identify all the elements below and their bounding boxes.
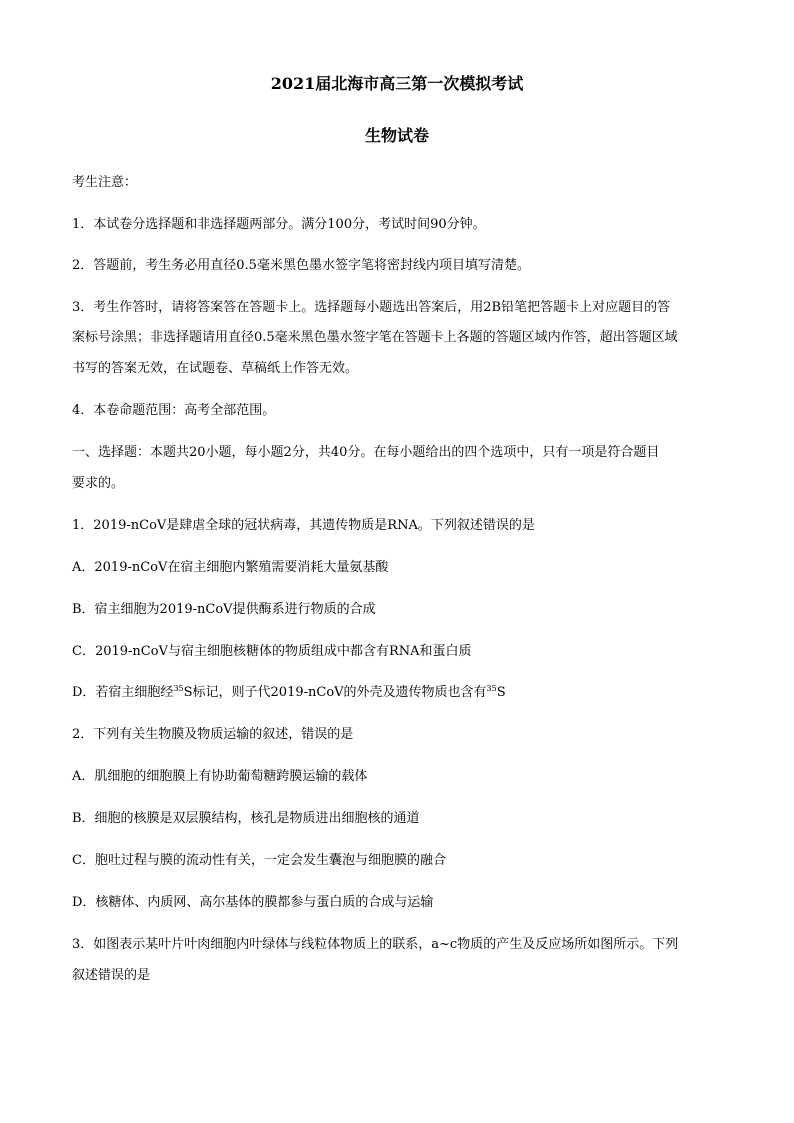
question-1-option-b: B．宿主细胞为2019-nCoV提供酶系进行物质的合成 — [72, 602, 376, 617]
question-2-option-b: B．细胞的核膜是双层膜结构，核孔是物质进出细胞核的通道 — [72, 811, 420, 826]
option-d-text-3: S — [496, 685, 506, 700]
notice-heading: 考生注意： — [72, 175, 138, 190]
question-1-option-c: C．2019-nCoV与宿主细胞核糖体的物质组成中都含有RNA和蛋白质 — [72, 644, 472, 659]
section-1-line-1: 一、选择题：本题共20小题，每小题2分，共40分。在每小题给出的四个选项中，只有一项是符合题目 — [72, 445, 660, 460]
option-d-text-2: S标记，则子代2019-nCoV的外壳及遗传物质也含有 — [183, 685, 487, 700]
option-d-text-1: D．若宿主细胞经 — [72, 685, 174, 700]
question-1-option-d — [72, 684, 732, 703]
section-1-line-2: 要求的。 — [72, 476, 125, 491]
question-2-option-d: D．核糖体、内质网、高尔基体的膜都参与蛋白质的合成与运输 — [72, 895, 434, 910]
notice-item-3-line-1: 3．考生作答时，请将答案答在答题卡上。选择题每小题选出答案后，用2B铅笔把答题卡上对应题目的答 — [72, 300, 671, 315]
question-2-option-c: C．胞吐过程与膜的流动性有关，一定会发生囊泡与细胞膜的融合 — [72, 853, 446, 868]
notice-item-2: 2．答题前，考生务必用直径0.5毫米黑色墨水签字笔将密封线内项目填写清楚。 — [72, 258, 530, 273]
notice-item-4: 4．本卷命题范围：高考全部范围。 — [72, 403, 276, 418]
notice-item-3-line-3: 书写的答案无效，在试题卷、草稿纸上作答无效。 — [72, 361, 359, 376]
question-2-option-a: A．肌细胞的细胞膜上有协助葡萄糖跨膜运输的载体 — [72, 769, 368, 784]
exam-title: 2021届北海市高三第一次模拟考试 — [270, 74, 524, 93]
isotope-superscript: 35 — [486, 684, 497, 693]
question-3-stem-line-1: 3．如图表示某叶片叶肉细胞内叶绿体与线粒体物质上的联系，a~c物质的产生及反应场所如图所示。下列 — [72, 937, 679, 952]
notice-item-1: 1．本试卷分选择题和非选择题两部分。满分100分，考试时间90分钟。 — [72, 217, 486, 232]
question-3-stem-line-2: 叙述错误的是 — [72, 968, 151, 983]
question-1-option-a: A．2019-nCoV在宿主细胞内繁殖需要消耗大量氨基酸 — [72, 560, 389, 575]
exam-subtitle: 生物试卷 — [364, 126, 429, 145]
notice-item-3-line-2: 案标号涂黑；非选择题请用直径0.5毫米黑色墨水签字笔在答题卡上各题的答题区域内作答，超出答题区域 — [72, 330, 678, 345]
isotope-superscript: 35 — [173, 684, 184, 693]
question-1-stem: 1．2019-nCoV是肆虐全球的冠状病毒，其遗传物质是RNA。下列叙述错误的是 — [72, 518, 535, 533]
question-2-stem: 2．下列有关生物膜及物质运输的叙述，错误的是 — [72, 727, 354, 742]
